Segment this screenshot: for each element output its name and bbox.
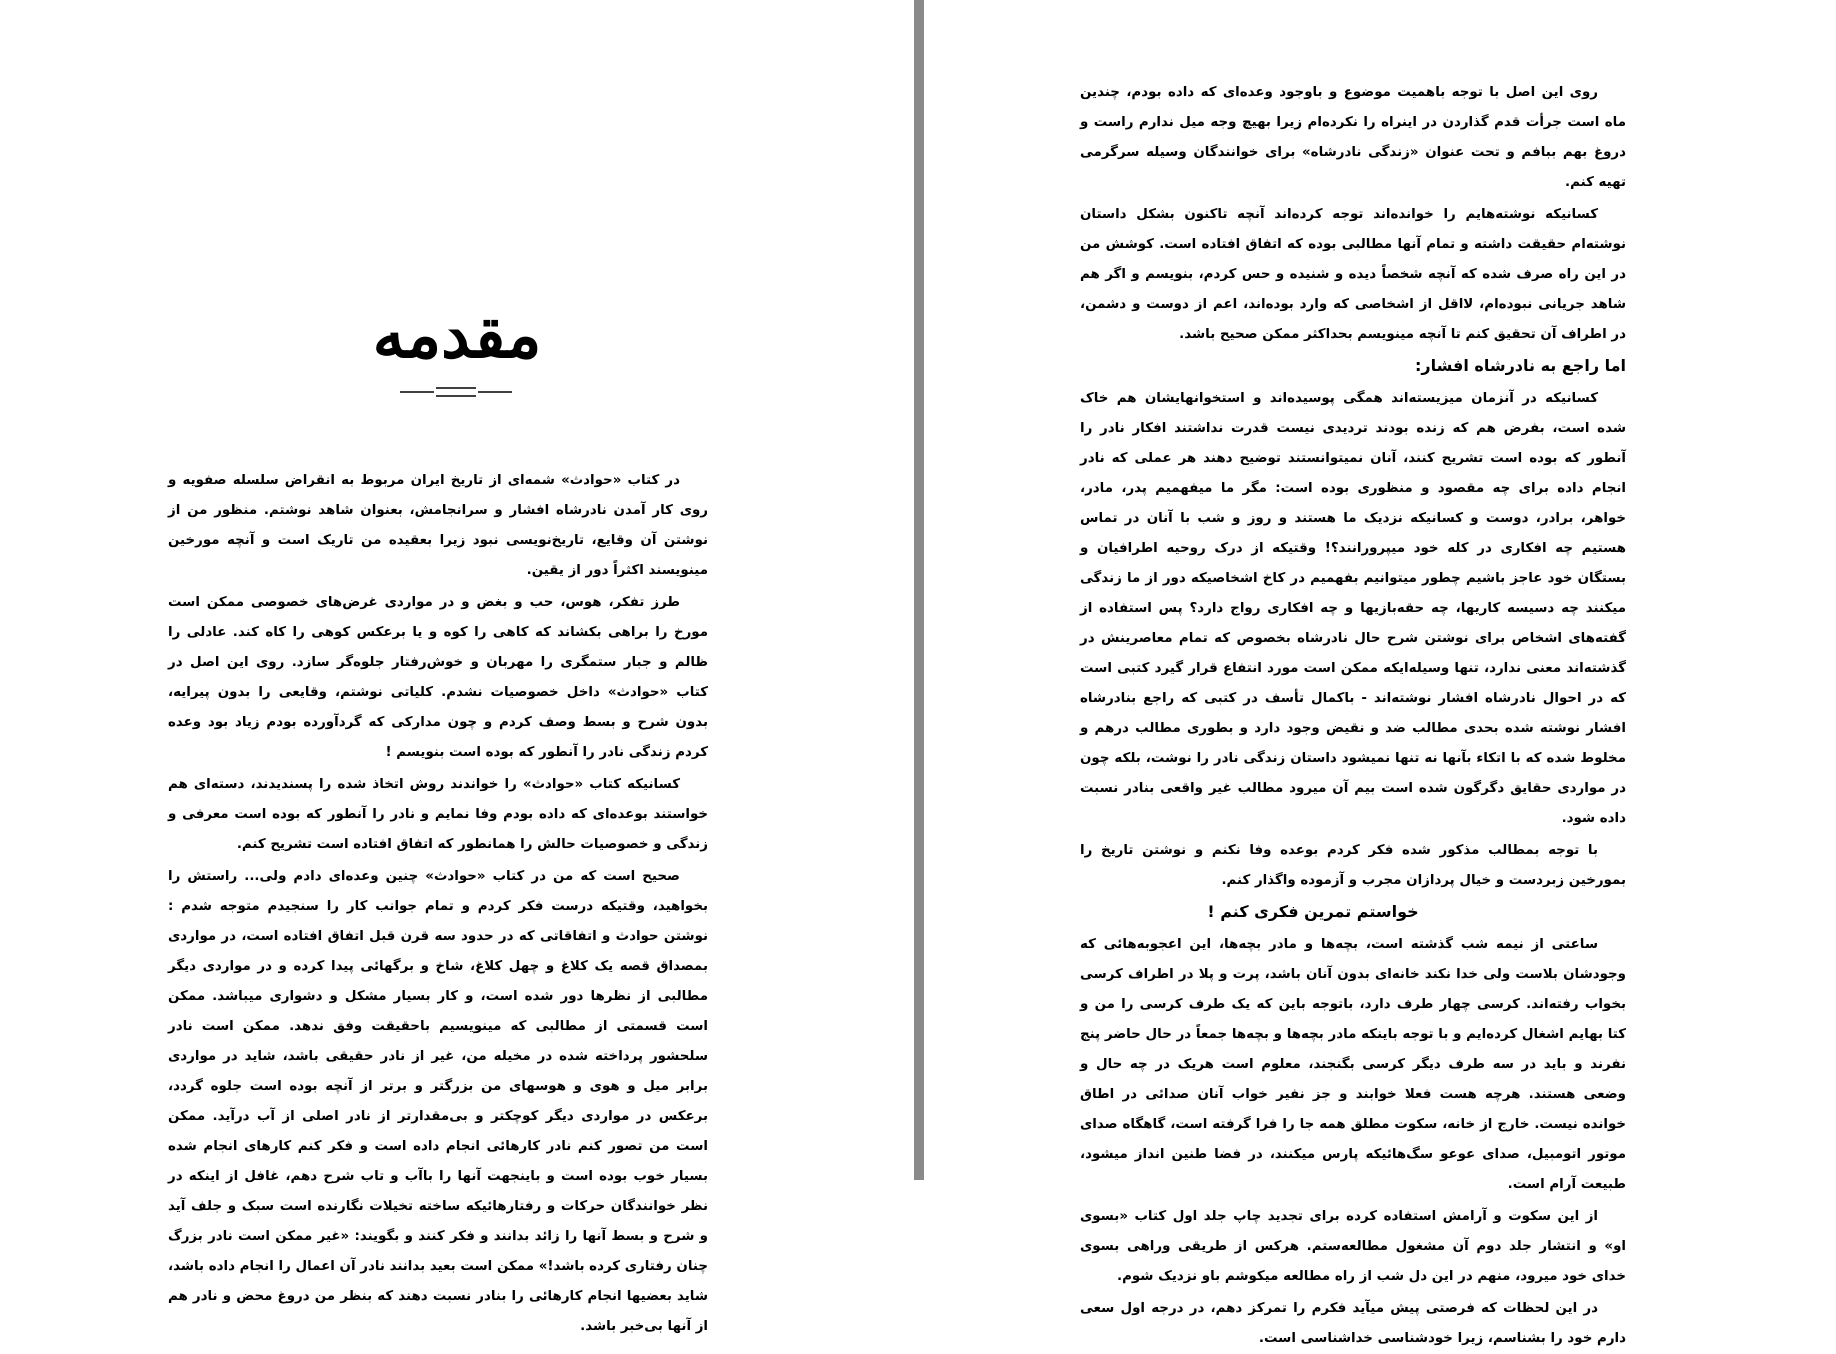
left-page	[0, 0, 914, 1334]
body-paragraph: روی این اصل با توجه باهمیت موضوع و باوجود وعده‌ای که داده بودم، چندین ماه است جرأت قدم گذاردن در اینراه را نکرده‌ام زیرا بهیچ وجه میل ندارم راست و دروغ بهم ببافم و تحت عنوان «زندگی نادرشاه» برای خوانندگان وسیله سرگرمی تهیه کنم.	[1080, 85, 1626, 190]
body-paragraph: در کتاب «حوادث» شمه‌ای از تاریخ ایران مربوط به انقراض سلسله صفویه و روی کار آمدن نادرشاه افشار و سرانجامش، بعنوان شاهد نوشتم. منظور من از نوشتن آن وقایع، تاریخ‌نویسی نبود زیرا بعقیده من تاریک است و آنچه مورخین مینویسند اکثراً دور از یقین.	[168, 473, 708, 578]
body-paragraph: کسانیکه کتاب «حوادث» را خواندند روش اتخاذ شده را پسندیدند، دسته‌ای هم خواستند بوعده‌ای که داده بودم وفا نمایم و نادر را آنطور که بوده است معرفی و زندگی و خصوصیات حالش را همانطور که اتفاق افتاده است تشریح کنم.	[168, 777, 708, 852]
body-paragraph: از این سکوت و آرامش استفاده کرده برای تجدید چاپ جلد اول کتاب «بسوی او» و انتشار جلد دوم آن مشغول مطالعه‌ستم. هرکس از طریقی وراهی بسوی خدای خود میرود، منهم در این دل شب از راه مطالعه میکوشم باو نزدیک شوم.	[1080, 1209, 1626, 1284]
right-page	[924, 0, 1836, 1346]
body-paragraph: کسانیکه نوشته‌هایم را خوانده‌اند توجه کرده‌اند آنچه تاکنون بشکل داستان نوشته‌ام حقیقت داشته و تمام آنها مطالبی بوده که اتفاق افتاده است. کوشش من در این راه صرف شده که آنچه شخصاً دیده و شنیده و حس کردم، بنویسم و اگر هم شاهد جریانی نبوده‌ام، لااقل از اشخاصی که وارد بوده‌اند، اعم از دوست و دشمن، در اطراف آن تحقیق کنم تا آنچه مینویسم بحداکثر ممکن صحیح باشد.	[1080, 207, 1626, 342]
page-title: مقدمه	[372, 298, 542, 373]
body-paragraph: با توجه بمطالب مذکور شده فکر کردم بوعده وفا نکنم و نوشتن تاریخ را بمورخین زبردست و خیال پردازان مجرب و آزموده واگذار کنم.	[1080, 843, 1626, 888]
body-paragraph: طرز تفکر، هوس، حب و بغض و در مواردی غرض‌های خصوصی ممکن است مورخ را براهی بکشاند که کاهی را کوه و یا برعکس کوهی را کاه کند. عادلی را ظالم و جبار ستمگری را مهربان و خوش‌رفتار جلوه‌گر سازد. روی این اصل در کتاب «حوادث» داخل خصوصیات نشدم. کلیاتی نوشتم، وقایعی را بدون پیرایه، بدون شرح و بسط وصف کردم و چون مدارکی که گردآورده بودم زیاد بود وعده کردم زندگی نادر را آنطور که بوده است بنویسم !	[168, 595, 708, 760]
title-ornament-rule	[400, 384, 512, 400]
section-heading: اما راجع به نادرشاه افشار:	[1414, 356, 1626, 375]
body-paragraph: در این لحظات که فرصتی پیش میآید فکرم را تمرکز دهم، در درجه اول سعی دارم خود را بشناسم، زیرا خودشناسی خداشناسی است.	[1080, 1301, 1626, 1346]
body-paragraph: صحیح است که من در کتاب «حوادث» چنین وعده‌ای دادم ولی... راستش را بخواهید، وقتیکه درست فکر کردم و تمام جوانب کار را سنجیدم متوجه شدم : نوشتن حوادث و اتفاقاتی که در حدود سه قرن قبل اتفاق افتاده است، در مواردی بمصداق قصه یک کلاغ و چهل کلاغ، شاخ و برگهائی پیدا کرده و در مواردی دیگر مطالبی از نظرها دور شده است، و کار بسیار مشکل و دشواری میباشد. ممکن است قسمتی از مطالبی که مینویسیم باحقیقت وفق ندهد. ممکن است نادر سلحشور پرداخته شده در مخیله من، غیر از نادر حقیقی باشد، شاید در مواردی برابر میل و هوی و هوسهای من بزرگتر و برتر از آنچه بوده است جلوه گردد، برعکس در مواردی دیگر کوچکتر و بی‌مقدارتر از نادر اصلی از آب درآید. ممکن است من تصور کنم نادر کارهائی انجام داده است و فکر کنم کارهای انجام شده بسیار خوب بوده است و باینجهت آنها را باآب و تاب شرح دهم، غافل از اینکه در نظر خوانندگان حرکات و رفتارهائیکه ساخته تخیلات نگارنده است سبک و جلف آید و شرح و بسط آنها را زائد بدانند و فکر کنند و بگویند: «غیر ممکن است نادر بزرگ چنان رفتاری کرده باشد!» ممکن است بعید بدانند نادر آن اعمال را انجام داده باشد، شاید بعضیها انجام کارهائی را بنادر نسبت دهند که بنظر من دروغ محض و نادر هم از آنها بی‌خبر باشد.	[168, 869, 708, 1334]
body-paragraph: ساعتی از نیمه شب گذشته است، بچه‌ها و مادر بچه‌ها، این اعجوبه‌هائی که وجودشان بلاست ولی خدا نکند خانه‌ای بدون آنان باشد، پرت و پلا در اطراف کرسی بخواب رفته‌اند. کرسی چهار طرف دارد، باتوجه باین که یک طرف کرسی را من و کتا بهایم اشغال کرده‌ایم و با توجه باینکه مادر بچه‌ها و بچه‌ها جمعاً در حال حاضر پنج نفرند و باید در سه طرف دیگر کرسی بگنجند، معلوم است هریک در چه حال و وضعی هستند. هرچه هست فعلا خوابند و جز نفیر خواب آنان صدائی در اطاق خوانده نیست. خارج از خانه، سکوت مطلق همه جا را فرا گرفته است، گاهگاه صدای موتور اتومبیل، صدای عوعو سگ‌هائیکه پارس میکنند، در فضا طنین انداز میشود، طبیعت آرام است.	[1080, 937, 1626, 1192]
section-heading: خواستم تمرین فکری کنم !	[1207, 902, 1419, 921]
right-body-text	[1080, 78, 1626, 1354]
page-gutter	[914, 0, 924, 1180]
body-paragraph: کسانیکه در آنزمان میزیسته‌اند همگی پوسیده‌اند و استخوانهایشان هم خاک شده است، بفرض هم که زنده بودند تردیدی نیست قدرت نداشتند افکار نادر را آنطور که بوده است تشریح کنند، آنان نمیتوانستند توضیح دهند هر عملی که نادر انجام داده برای چه مقصود و منظوری بوده است: مگر ما میفهمیم پدر، مادر، خواهر، برادر، دوست و کسانیکه نزدیک ما هستند و روز و شب با آنان در تماس هستیم چه افکاری در کله خود میپرورانند؟! وقتیکه از درک روحیه اطرافیان و بستگان خود عاجز باشیم چطور میتوانیم بفهمیم در کاخ اشخاصیکه دور از ما زندگی میکنند چه دسیسه کاریها، چه حقه‌بازیها و چه افکاری رواج دارد؟ پس استفاده از گفته‌های اشخاص برای نوشتن شرح حال نادرشاه بخصوص که تمام معاصرینش در گذشته‌اند معنی ندارد، تنها وسیله‌ایکه ممکن است مورد انتفاع قرار گیرد کتبی است که در احوال نادرشاه افشار نوشته‌اند - باکمال تأسف در کتبی که راجع بنادرشاه افشار نوشته شده بحدی مطالب ضد و نقیض وجود دارد و بطوری مطالب درهم و مخلوط شده که با اتکاء بآنها نه تنها نمیشود داستان زندگی نادر را نوشت، بلکه چون در مواردی حقایق دگرگون شده است بیم آن میرود مطالب غیر واقعی بنادر نسبت داده شود.	[1080, 391, 1626, 826]
left-body-text	[168, 466, 708, 1342]
